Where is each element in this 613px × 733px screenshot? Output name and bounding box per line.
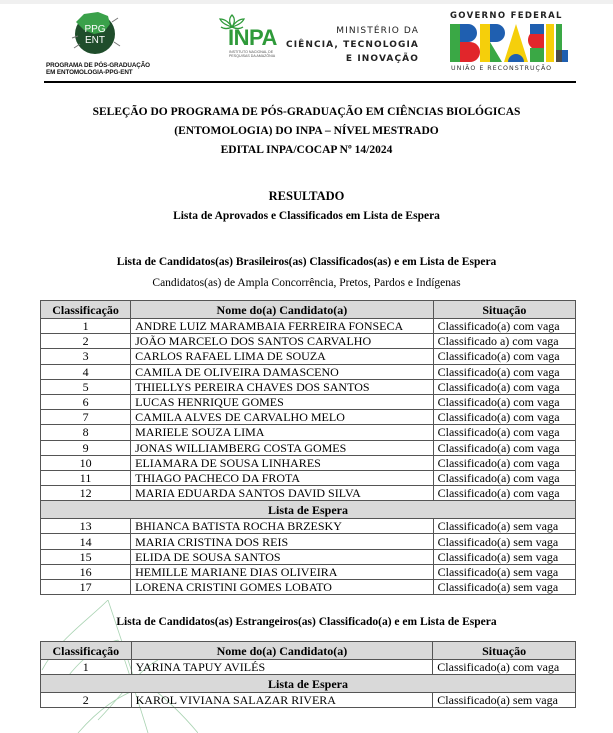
table-row: [41, 549, 576, 564]
ministry-name: [286, 24, 419, 66]
rank-cell: 8: [41, 425, 131, 440]
column-header-status: Situação: [433, 301, 575, 319]
table-row: [41, 455, 576, 470]
rank-cell: 1: [41, 319, 131, 334]
table-row: [41, 660, 576, 675]
table-row: [41, 580, 576, 595]
document-title-line2: (ENTOMOLOGIA) DO INPA – NÍVEL MESTRADO: [174, 125, 439, 137]
table-row: [41, 486, 576, 501]
ppg-caption-line1: PROGRAMA DE PÓS-GRADUAÇÃO: [46, 62, 150, 69]
table-header-row: [41, 642, 576, 660]
rank-cell: 13: [41, 519, 131, 534]
candidate-name-cell: ELIDA DE SOUSA SANTOS: [131, 549, 434, 564]
rank-cell: 5: [41, 379, 131, 394]
rank-cell: 11: [41, 470, 131, 485]
brazilian-candidates-table: [40, 300, 576, 595]
ministry-line2: CIÊNCIA, TECNOLOGIA: [285, 40, 419, 50]
rank-cell: 1: [41, 660, 132, 675]
viewer-top-strip: [0, 0, 613, 4]
table-row: [41, 519, 576, 534]
candidate-name-cell: THIAGO PACHECO DA FROTA: [131, 470, 434, 485]
table-row: [41, 693, 576, 708]
candidate-name-cell: MARIA CRISTINA DOS REIS: [131, 534, 434, 549]
table-row: [41, 410, 576, 425]
candidate-name-cell: HEMILLE MARIANE DIAS OLIVEIRA: [131, 564, 434, 579]
status-cell: Classificado a) com vaga: [433, 334, 575, 349]
result-subheading: Lista de Aprovados e Classificados em Lista de Espera: [173, 210, 440, 222]
table-row: [41, 364, 576, 379]
candidate-name-cell: THIELLYS PEREIRA CHAVES DOS SANTOS: [131, 379, 434, 394]
inpa-subtitle: INSTITUTO NACIONAL DE PESQUISAS DA AMAZÔNIA: [229, 50, 276, 58]
candidate-name-cell: LUCAS HENRIQUE GOMES: [131, 394, 434, 409]
candidate-name-cell: LORENA CRISTINI GOMES LOBATO: [131, 580, 434, 595]
government-title: GOVERNO FEDERAL: [450, 11, 563, 21]
ppg-caption-line2: EM ENTOMOLOGIA-PPG-ENT: [46, 68, 133, 76]
candidate-name-cell: CAMILA ALVES DE CARVALHO MELO: [131, 410, 434, 425]
table-row: [41, 349, 576, 364]
rank-cell: 12: [41, 486, 131, 501]
status-cell: Classificado(a) sem vaga: [433, 534, 575, 549]
candidate-name-cell: CAMILA DE OLIVEIRA DAMASCENO: [131, 364, 434, 379]
rank-cell: 9: [41, 440, 131, 455]
column-header-name: Nome do(a) Candidato(a): [131, 301, 434, 319]
table-row: [41, 379, 576, 394]
status-cell: Classificado(a) com vaga: [433, 319, 575, 334]
status-cell: Classificado(a) com vaga: [433, 470, 575, 485]
column-header-rank: Classificação: [41, 301, 131, 319]
foreign-candidates-table: [40, 641, 576, 708]
table-row: [41, 319, 576, 334]
candidate-name-cell: BHIANCA BATISTA ROCHA BRZESKY: [131, 519, 434, 534]
status-cell: Classificado(a) sem vaga: [433, 519, 575, 534]
status-cell: Classificado(a) com vaga: [433, 425, 575, 440]
status-cell: Classificado(a) com vaga: [433, 379, 575, 394]
candidate-name-cell: KAROL VIVIANA SALAZAR RIVERA: [131, 693, 433, 708]
status-cell: Classificado(a) sem vaga: [433, 580, 575, 595]
document-title-line1: SELEÇÃO DO PROGRAMA DE PÓS-GRADUAÇÃO EM CIÊNCIAS BIOLÓGICAS: [92, 106, 521, 118]
status-cell: Classificado(a) com vaga: [433, 349, 575, 364]
candidate-name-cell: ELIAMARA DE SOUSA LINHARES: [131, 455, 434, 470]
table-row: [41, 470, 576, 485]
status-cell: Classificado(a) sem vaga: [433, 693, 576, 708]
rank-cell: 2: [41, 334, 131, 349]
inpa-wordmark: INPA: [228, 25, 277, 50]
status-cell: Classificado(a) com vaga: [433, 660, 576, 675]
rank-cell: 2: [41, 693, 132, 708]
column-header-status: Situação: [433, 642, 576, 660]
table-row: [41, 440, 576, 455]
candidate-name-cell: MARIELE SOUZA LIMA: [131, 425, 434, 440]
rank-cell: 15: [41, 549, 131, 564]
rank-cell: 7: [41, 410, 131, 425]
status-cell: Classificado(a) sem vaga: [433, 564, 575, 579]
rank-cell: 4: [41, 364, 131, 379]
brazilian-section-subheading: Candidatos(as) de Ampla Concorrência, Pretos, Pardos e Indígenas: [152, 277, 461, 289]
foreign-section-heading: Lista de Candidatos(as) Estrangeiros(as) Classificado(a) e em Lista de Espera: [116, 616, 497, 628]
ppg-caption: [46, 63, 150, 77]
status-cell: Classificado(a) com vaga: [433, 394, 575, 409]
waitlist-separator-row: [41, 501, 576, 519]
rank-cell: 3: [41, 349, 131, 364]
ministry-line1: MINISTÉRIO DA: [336, 26, 419, 36]
candidate-name-cell: YARINA TAPUY AVILÉS: [131, 660, 433, 675]
column-header-rank: Classificação: [41, 642, 132, 660]
rank-cell: 17: [41, 580, 131, 595]
status-cell: Classificado(a) com vaga: [433, 455, 575, 470]
status-cell: Classificado(a) com vaga: [433, 410, 575, 425]
rank-cell: 14: [41, 534, 131, 549]
status-cell: Classificado(a) com vaga: [433, 486, 575, 501]
waitlist-separator-row: [41, 675, 576, 693]
rank-cell: 10: [41, 455, 131, 470]
table-row: [41, 425, 576, 440]
status-cell: Classificado(a) sem vaga: [433, 549, 575, 564]
waitlist-label: Lista de Espera: [41, 501, 576, 519]
government-subtitle: UNIÃO E RECONSTRUÇÃO: [451, 65, 553, 72]
table-row: [41, 394, 576, 409]
document-title-line3: EDITAL INPA/COCAP Nº 14/2024: [220, 144, 393, 156]
candidate-name-cell: JONAS WILLIAMBERG COSTA GOMES: [131, 440, 434, 455]
table-row: [41, 564, 576, 579]
result-heading: RESULTADO: [268, 189, 345, 203]
brasil-logo-icon: [450, 24, 568, 62]
status-cell: Classificado(a) com vaga: [433, 364, 575, 379]
svg-text:PPG: PPG: [84, 24, 106, 35]
ppg-ent-logo-icon: [64, 8, 126, 56]
header-divider: [44, 81, 576, 83]
table-row: [41, 334, 576, 349]
rank-cell: 6: [41, 394, 131, 409]
waitlist-label: Lista de Espera: [41, 675, 576, 693]
candidate-name-cell: ANDRE LUIZ MARAMBAIA FERREIRA FONSECA: [131, 319, 434, 334]
rank-cell: 16: [41, 564, 131, 579]
svg-text:ENT: ENT: [85, 35, 105, 46]
candidate-name-cell: CARLOS RAFAEL LIMA DE SOUZA: [131, 349, 434, 364]
status-cell: Classificado(a) com vaga: [433, 440, 575, 455]
candidate-name-cell: JOÃO MARCELO DOS SANTOS CARVALHO: [131, 334, 434, 349]
brazilian-section-heading: Lista de Candidatos(as) Brasileiros(as) Classificados(as) e em Lista de Espera: [116, 256, 497, 268]
column-header-name: Nome do(a) Candidato(a): [131, 642, 433, 660]
candidate-name-cell: MARIA EDUARDA SANTOS DAVID SILVA: [131, 486, 434, 501]
table-row: [41, 534, 576, 549]
table-header-row: [41, 301, 576, 319]
ministry-line3: E INOVAÇÃO: [345, 54, 419, 64]
